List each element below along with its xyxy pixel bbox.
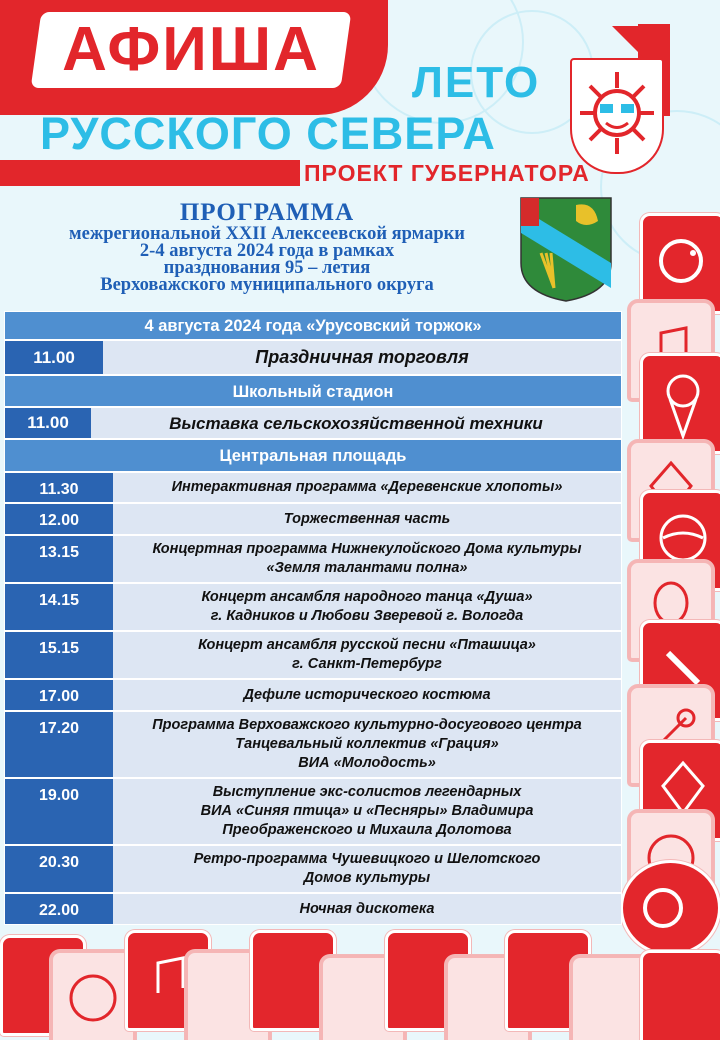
table-row xyxy=(4,711,622,778)
time-cell: 11.00 xyxy=(5,341,103,374)
folk-ornament-icon xyxy=(620,860,720,956)
event-cell: Праздничная торговля xyxy=(255,347,469,367)
table-row xyxy=(4,778,622,845)
event-line: Дефиле исторического костюма xyxy=(243,686,491,703)
proekt-label: ПРОЕКТ ГУБЕРНАТОРА xyxy=(304,160,590,186)
event-line: «Земля талантами полна» xyxy=(266,560,468,576)
time-cell: 13.15 xyxy=(5,536,113,582)
russ-title: РУССКОГО СЕВЕРА xyxy=(40,108,496,159)
venue-band: Центральная площадь xyxy=(4,439,622,472)
time-cell: 15.15 xyxy=(5,632,113,678)
time-cell: 11.30 xyxy=(5,473,113,502)
table-row xyxy=(4,340,622,375)
table-row xyxy=(4,407,622,439)
afisha-logo: АФИША xyxy=(31,12,352,88)
schedule-table xyxy=(4,311,622,925)
time-cell: 11.00 xyxy=(5,408,91,438)
table-row xyxy=(4,845,622,893)
table-row xyxy=(4,503,622,535)
event-line: Программа Верховажского культурно-досугового центра xyxy=(152,717,582,733)
event-cell xyxy=(113,536,621,582)
event-line: Ретро-программа Чушевицкого и Шелотского xyxy=(193,851,541,867)
event-cell xyxy=(113,779,621,844)
table-row xyxy=(4,893,622,925)
time-cell: 19.00 xyxy=(5,779,113,844)
table-row xyxy=(4,535,622,583)
program-line: празднования 95 – летия xyxy=(163,258,371,278)
time-cell: 20.30 xyxy=(5,846,113,892)
venue-band: Школьный стадион xyxy=(4,375,622,407)
program-title: ПРОГРАММА xyxy=(179,199,355,226)
event-line: Выступление экс-солистов легендарных xyxy=(212,784,522,800)
event-line: Преображенского и Михаила Долотова xyxy=(222,822,512,838)
program-line: 2-4 августа 2024 года в рамках xyxy=(139,241,395,261)
program-line: Верховажского муниципального округа xyxy=(100,275,434,295)
date-band: 4 августа 2024 года «Урусовский торжок» xyxy=(4,311,622,340)
event-cell: Выставка сельскохозяйственной техники xyxy=(169,413,543,433)
table-row xyxy=(4,631,622,679)
program-line: межрегиональной XXII Алексеевской ярмарки xyxy=(69,224,465,244)
event-cell xyxy=(113,473,621,502)
event-cell xyxy=(113,584,621,630)
time-cell: 12.00 xyxy=(5,504,113,534)
event-line: Концертная программа Нижнекулойского Дома культуры xyxy=(152,541,582,557)
event-cell xyxy=(113,680,621,710)
event-cell xyxy=(113,712,621,777)
folk-bird-icon-2 xyxy=(640,950,720,1040)
ice-cream-icon xyxy=(640,353,720,454)
program-heading xyxy=(22,200,512,294)
event-cell xyxy=(113,504,621,534)
event-line: г. Санкт-Петербург xyxy=(292,656,442,672)
sun-face-icon xyxy=(570,58,664,174)
proekt-bar xyxy=(0,160,300,186)
event-cell xyxy=(113,846,621,892)
table-row xyxy=(4,583,622,631)
event-line: Домов культуры xyxy=(303,870,431,886)
folk-bird-icon xyxy=(640,213,720,314)
time-cell: 22.00 xyxy=(5,894,113,924)
event-cell xyxy=(113,894,621,924)
table-row xyxy=(4,472,622,503)
time-cell: 17.20 xyxy=(5,712,113,777)
leto-title: ЛЕТО xyxy=(412,58,541,107)
volleyball-icon-2 xyxy=(50,950,136,1040)
event-line: ВИА «Молодость» xyxy=(298,755,436,771)
event-line: Интерактивная программа «Деревенские хлопоты» xyxy=(171,479,563,495)
time-cell: 17.00 xyxy=(5,680,113,710)
event-cell xyxy=(113,632,621,678)
time-cell: 14.15 xyxy=(5,584,113,630)
event-line: Торжественная часть xyxy=(283,510,451,527)
table-row xyxy=(4,679,622,711)
event-line: Танцевальный коллектив «Грация» xyxy=(235,736,499,752)
event-line: ВИА «Синяя птица» и «Песняры» Владимира xyxy=(200,803,534,819)
coat-of-arms-icon xyxy=(516,193,616,303)
event-line: г. Кадников и Любови Зверевой г. Вологда xyxy=(210,608,524,624)
event-line: Концерт ансамбля народного танца «Душа» xyxy=(201,589,533,605)
event-line: Ночная дискотека xyxy=(299,900,435,917)
event-line: Концерт ансамбля русской песни «Пташица» xyxy=(198,637,536,653)
